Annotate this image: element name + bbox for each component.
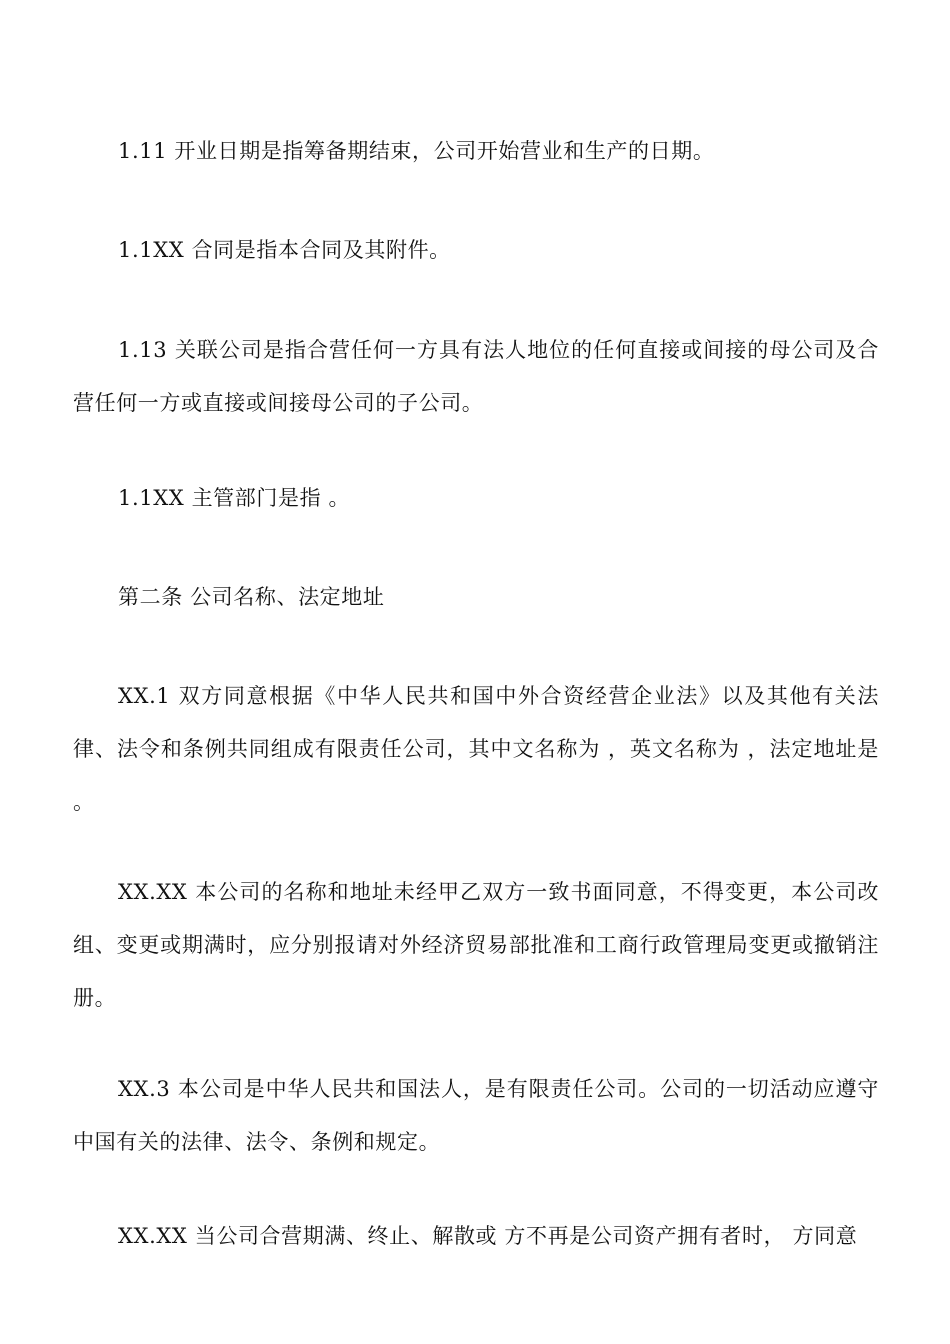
clause-2-3-legal-person: XX.3 本公司是中华人民共和国法人，是有限责任公司。公司的一切活动应遵守中国有关的法律、法令、条例和规定。 xyxy=(73,1077,879,1154)
clause-2-2-name-change: XX.XX 本公司的名称和地址未经甲乙双方一致书面同意，不得变更，本公司改组、变更或期满时，应分别报请对外经济贸易部批准和工商行政管理局变更或撤销注册。 xyxy=(73,880,879,1010)
clause-1-12-contract: 1.1XX 合同是指本合同及其附件。 xyxy=(118,238,451,262)
article-2-heading: 第二条 公司名称、法定地址 xyxy=(118,585,385,609)
clause-1-11-opening-date: 1.11 开业日期是指筹备期结束，公司开始营业和生产的日期。 xyxy=(118,139,715,163)
clause-2-4-term-expiry: XX.XX 当公司合营期满、终止、解散或 方不再是公司资产拥有者时， 方同意 xyxy=(118,1224,858,1248)
clause-1-13-affiliate: 1.13 关联公司是指合营任何一方具有法人地位的任何直接或间接的母公司及合营任何一方或直接或间接母公司的子公司。 xyxy=(73,338,879,415)
clause-2-1-name-address: XX.1 双方同意根据《中华人民共和国中外合资经营企业法》以及其他有关法律、法令和条例共同组成有限责任公司，其中文名称为 ，英文名称为 ，法定地址是 。 xyxy=(73,684,879,814)
clause-1-14-authority: 1.1XX 主管部门是指 。 xyxy=(118,486,351,510)
